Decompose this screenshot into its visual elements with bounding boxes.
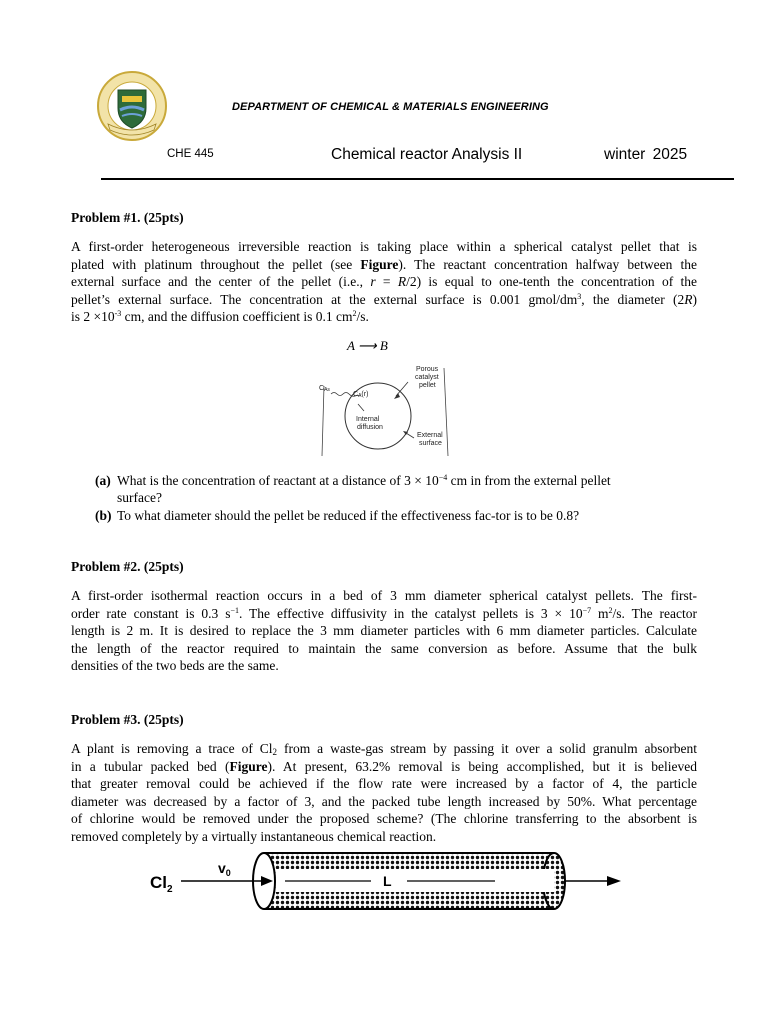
cl2-label: $Cl_2$ — [150, 873, 173, 895]
fig-reaction-label: A ⟶ B — [347, 338, 388, 353]
fig-cas-label: CAs — [319, 385, 330, 393]
fig-catalyst-label: catalyst — [415, 374, 439, 381]
course-code: CHE 445 — [167, 148, 214, 160]
header-divider — [101, 178, 734, 180]
catalyst-pellet-figure — [316, 338, 456, 458]
university-crest-logo — [96, 70, 168, 142]
packed-bed-figure — [145, 850, 625, 912]
problem-1-question-a: (a) What is the concentration of reactant at a distance of $3 \times 10^{-4}$ cm in from the external pellet surface? — [95, 473, 611, 505]
fig-external-label: External — [417, 432, 443, 439]
problem-1-title: Problem #1. (25pts) — [71, 210, 184, 225]
problem-2-title: Problem #2. (25pts) — [71, 559, 184, 574]
problem-1-statement: A first-order heterogeneous irreversible reaction is taking place within a spherical catalyst pellet that is plated with platinum throughout the pellet (see Figure). The reactant concentration halfway between the external surface and the center of the pellet (i.e., r = R/2) is equal to one-tenth the concentration of the pellet’s external surface. The concentration at the external surface is 0.001 gmol/$dm^3$, the diameter (2R) is $2 \times 10^{-3}$ cm, and the diffusion coefficient is 0.1 $cm^2/s$. — [71, 239, 697, 324]
fig-ca-label: CA(r) — [353, 391, 369, 399]
term: winter 2025 — [604, 146, 688, 163]
problem-3-title: Problem #3. (25pts) — [71, 712, 184, 727]
problem-3-statement: A plant is removing a trace of $Cl_2$ from a waste-gas stream by passing it over a solid granulm absorbent in a tubular packed bed (Figure). At present, 63.2% removal is being accomplished, but it is believed that greater removal could be achieved if the flow rate were increased by a factor of 4, the particle diameter was decreased by a factor of 3, and the packed tube length increased by 50%. What percentage of chlorine would be removed under the proposed scheme? (The chlorine transferring to the absorbent is removed completely by a virtually instantaneous chemical reaction. — [71, 741, 697, 844]
v0-label: $v_0$ — [218, 860, 231, 878]
fig-diffusion-label: diffusion — [357, 424, 383, 431]
department-name: DEPARTMENT OF CHEMICAL & MATERIALS ENGINEERING — [232, 101, 549, 113]
problem-1-question-b: (b) To what diameter should the pellet be reduced if the effectiveness fac-tor is to be 0.8? — [95, 508, 580, 523]
fig-surface-label: surface — [419, 440, 442, 447]
fig-porous-label: Porous — [416, 366, 439, 373]
problem-2-statement: A first-order isothermal reaction occurs in a bed of 3 mm diameter spherical catalyst pellets. The first- order rate constant is 0.3 $s^{-1}$. The effective diffusivity in the catalyst pellets is $3 \times 10^{-7}$ $m^2/s$. The reactor length is 2 m. It is desired to replace the 3 mm diameter particles with 6 mm diameter particles. Calculate the length of the reactor required to maintain the same conversion as before. Assume that the bulk densities of the two beds are the same. — [71, 588, 697, 673]
course-title: Chemical reactor Analysis II — [331, 146, 523, 163]
fig-pellet-label: pellet — [419, 382, 436, 389]
fig-internal-label: Internal — [356, 416, 380, 423]
length-label: L — [383, 873, 392, 889]
